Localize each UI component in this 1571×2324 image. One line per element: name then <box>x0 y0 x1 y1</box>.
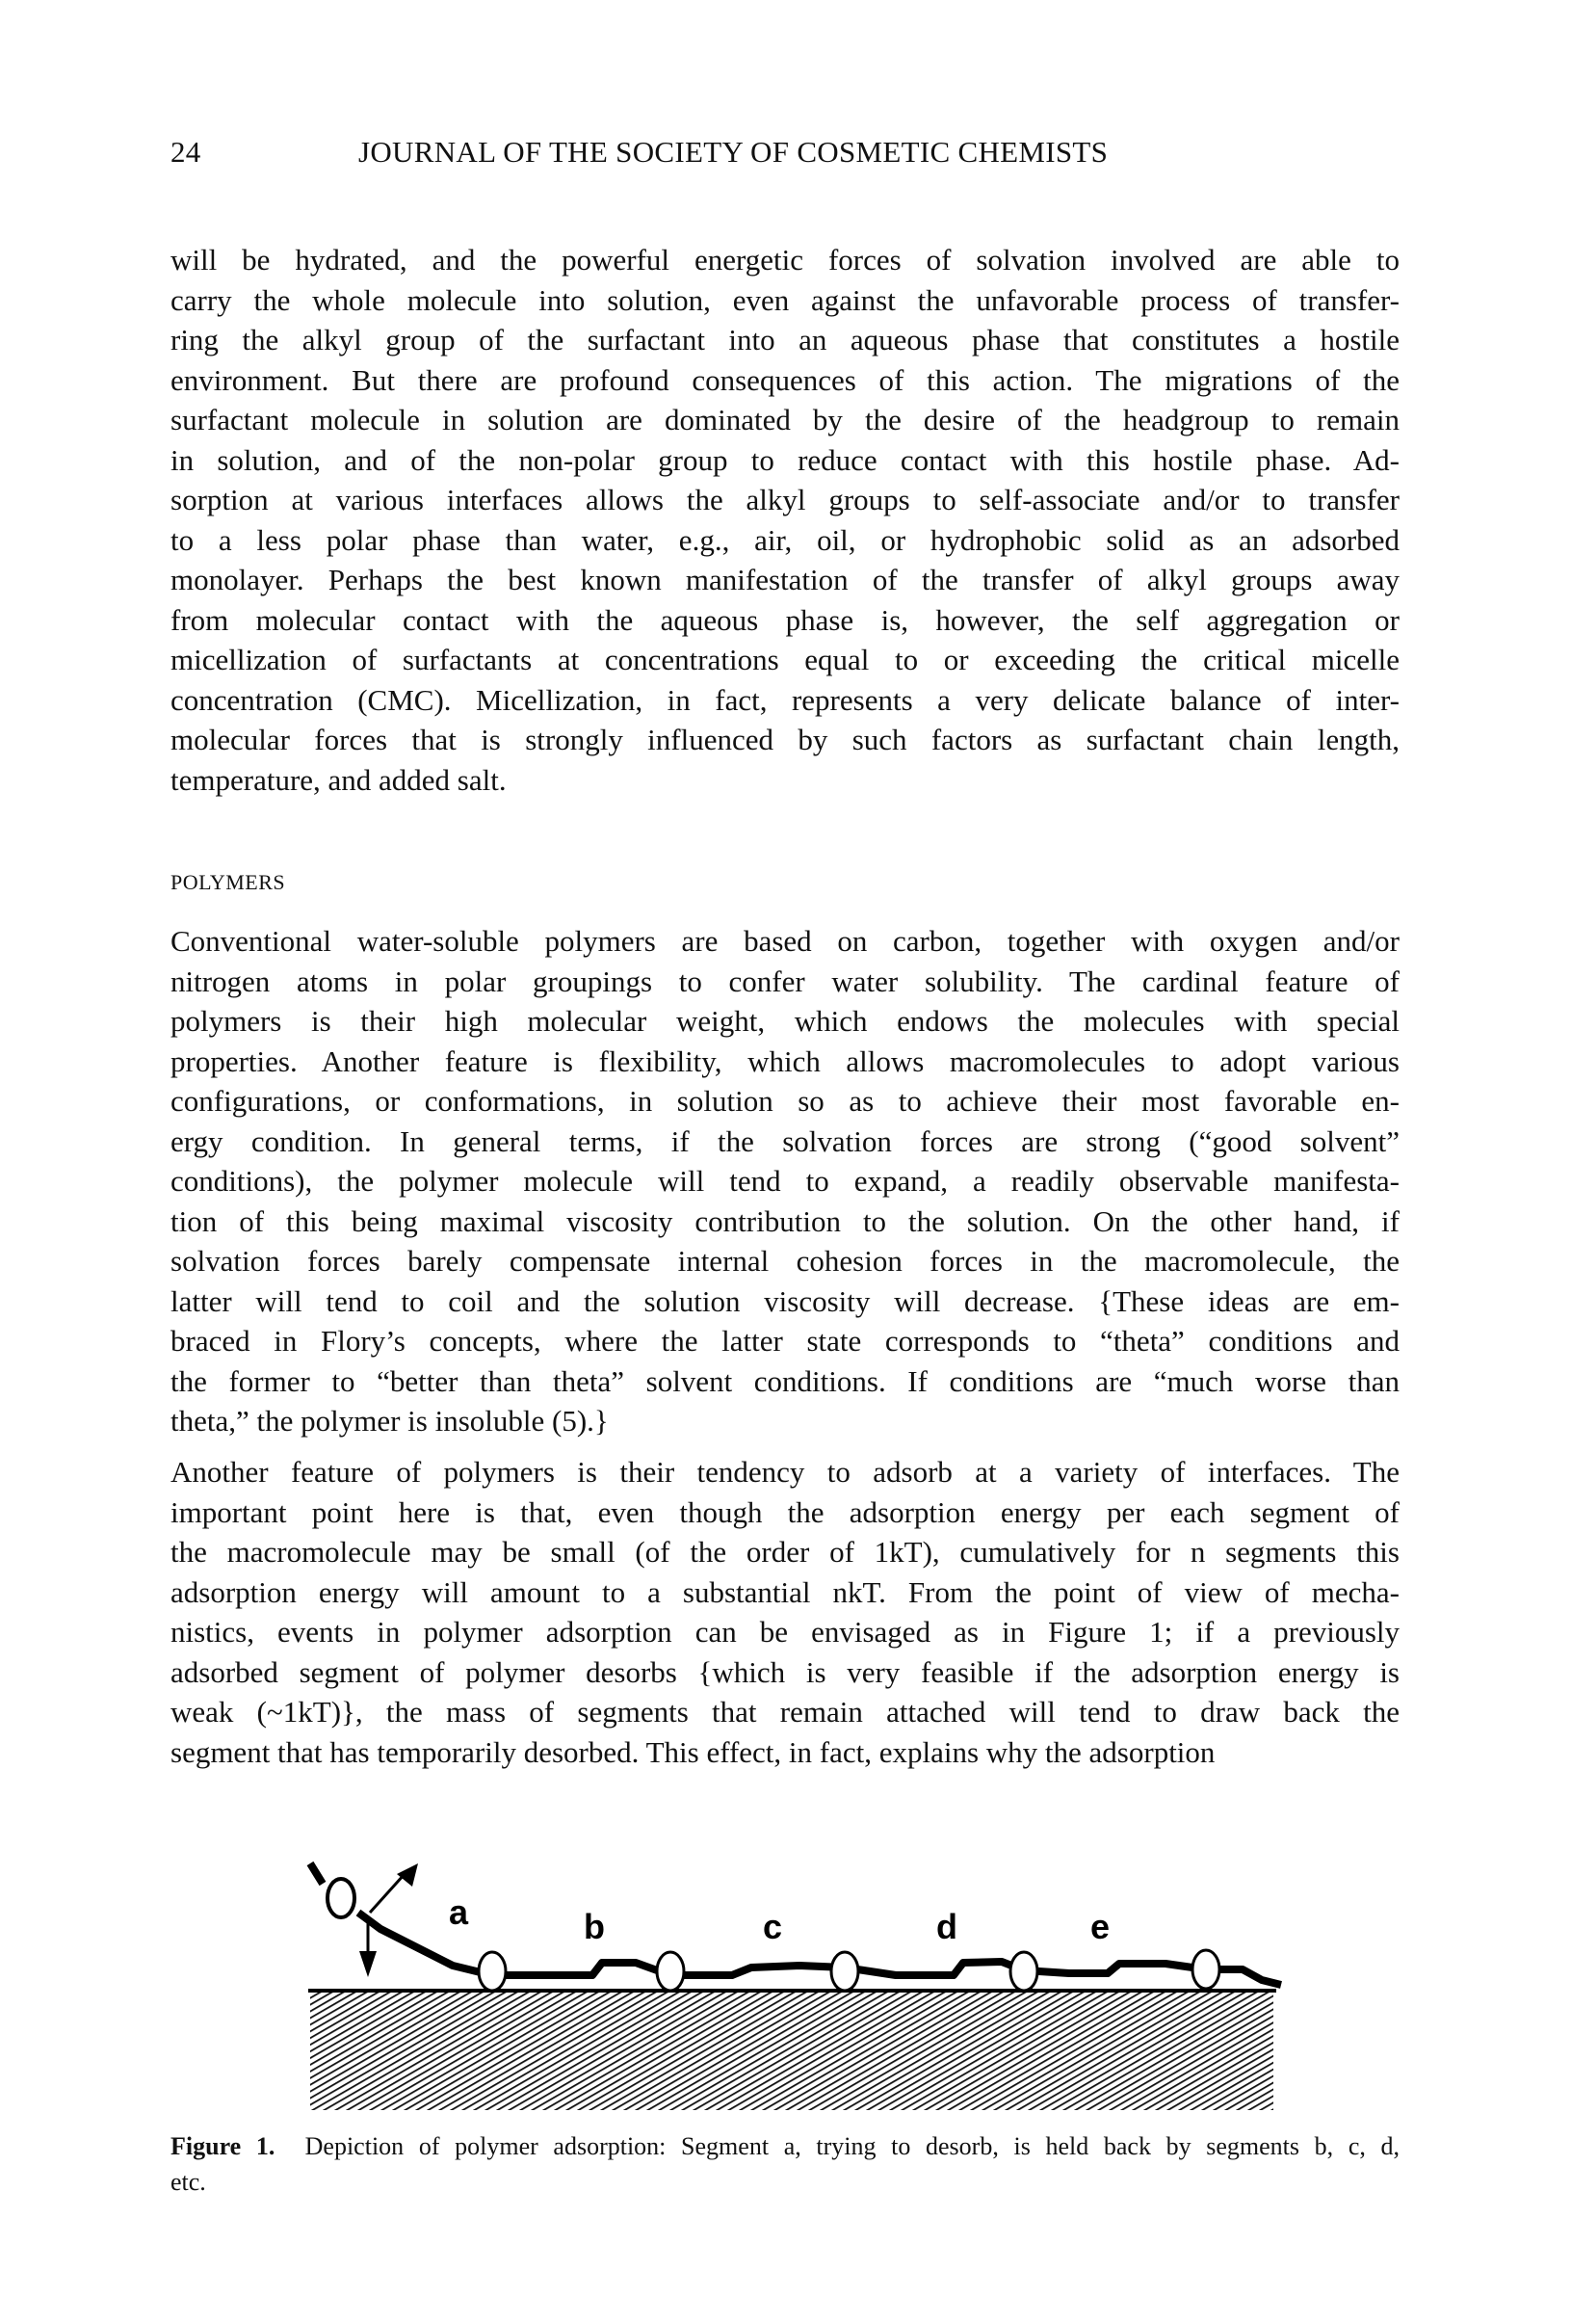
section-heading-polymers: POLYMERS <box>170 870 286 894</box>
text-line: solvation forces barely compensate internal cohesion forces in the macromolecule, the <box>170 1244 1400 1278</box>
arrow-up-right-icon <box>370 1863 418 1913</box>
text-line: in solution, and of the non-polar group to reduce contact with this hostile phase. Ad- <box>170 442 1400 477</box>
text-line: carry the whole molecule into solution, even against the unfavorable process of transfer- <box>170 282 1400 317</box>
text-line: will be hydrated, and the powerful energetic forces of solvation involved are able to <box>170 243 1400 277</box>
page-number: 24 <box>170 135 201 169</box>
text-line: tion of this being maximal viscosity contribution to the solution. On the other hand, if <box>170 1203 1400 1238</box>
text-line: sorption at various interfaces allows the alkyl groups to self-associate and/or to transfer <box>170 483 1400 516</box>
text-line: polymers is their high molecular weight, which endows the molecules with special <box>170 1004 1400 1038</box>
segment-label-b: b <box>584 1907 605 1946</box>
text-line: configurations, or conformations, in solution so as to achieve their most favorable en- <box>170 1084 1400 1118</box>
text-line: temperature, and added salt. <box>170 762 507 797</box>
text-line: adsorption energy will amount to a substantial nkT. From the point of view of mecha- <box>170 1574 1400 1609</box>
text-line: adsorbed segment of polymer desorbs {which is very feasible if the adsorption energy is <box>170 1654 1400 1689</box>
text-line: nistics, events in polymer adsorption can be envisaged as in Figure 1; if a previously <box>170 1615 1400 1649</box>
text-line: segment that has temporarily desorbed. This effect, in fact, explains why the adsorption <box>170 1734 1216 1769</box>
text-line: the macromolecule may be small (of the order of 1kT), cumulatively for n segments this <box>170 1535 1400 1569</box>
segment-label-c: c <box>763 1907 783 1946</box>
segment-label-a: a <box>449 1892 469 1932</box>
text-line: nitrogen atoms in polar groupings to confer water solubility. The cardinal feature of <box>170 964 1400 998</box>
text-line: surfactant molecule in solution are dominated by the desire of the headgroup to remain <box>170 403 1400 436</box>
text-line: conditions), the polymer molecule will tend to expand, a readily observable manifesta- <box>170 1164 1400 1198</box>
text-line: the former to “better than theta” solvent conditions. If conditions are “much worse than <box>170 1363 1400 1398</box>
text-line: from molecular contact with the aqueous phase is, however, the self aggregation or <box>170 602 1400 637</box>
segment-label-d: d <box>936 1907 957 1946</box>
caption-label: Figure 1. <box>170 2132 275 2160</box>
text-line: concentration (CMC). Micellization, in fact, represents a very delicate balance of inter- <box>170 682 1400 717</box>
text-line: micellization of surfactants at concentrations equal to or exceeding the critical micelle <box>170 643 1400 676</box>
running-header: JOURNAL OF THE SOCIETY OF COSMETIC CHEMISTS <box>358 135 1109 169</box>
caption-text: Depiction of polymer adsorption: Segment a, trying to desorb, is held back by segments b, c, d, <box>304 2132 1401 2160</box>
text-line: Another feature of polymers is their tendency to adsorb at a variety of interfaces. The <box>170 1455 1400 1489</box>
text-line: molecular forces that is strongly influenced by such factors as surfactant chain length, <box>170 723 1400 756</box>
caption-line-1 <box>170 2128 1400 2164</box>
text-line: monolayer. Perhaps the best known manifestation of the transfer of alkyl groups away <box>170 563 1400 596</box>
adsorbing-surface <box>310 1991 1273 2110</box>
text-line: theta,” the polymer is insoluble (5).} <box>170 1404 609 1438</box>
text-line: environment. But there are profound consequences of this action. The migrations of the <box>170 362 1400 397</box>
text-line: weak (~1kT)}, the mass of segments that remain attached will tend to draw back the <box>170 1695 1400 1729</box>
desorbing-segment-bead <box>327 1879 354 1917</box>
text-line: important point here is that, even though the adsorption energy per each segment of <box>170 1494 1400 1529</box>
caption-line-2: etc. <box>170 2168 206 2196</box>
figure-caption <box>170 2128 1400 2200</box>
text-line: Conventional water-soluble polymers are based on carbon, together with oxygen and/or <box>170 924 1400 958</box>
text-line: braced in Flory’s concepts, where the latter state corresponds to “theta” conditions and <box>170 1324 1400 1358</box>
text-line: latter will tend to coil and the solution viscosity will decrease. {These ideas are em- <box>170 1283 1400 1318</box>
segment-label-e: e <box>1090 1907 1111 1946</box>
text-line: to a less polar phase than water, e.g., air, oil, or hydrophobic solid as an adsorbed <box>170 522 1400 557</box>
text-line: ring the alkyl group of the surfactant into an aqueous phase that constitutes a hostile <box>170 323 1400 357</box>
text-line: properties. Another feature is flexibility, which allows macromolecules to adopt various <box>170 1043 1400 1078</box>
text-line: ergy condition. In general terms, if the solvation forces are strong (“good solvent” <box>170 1123 1400 1158</box>
